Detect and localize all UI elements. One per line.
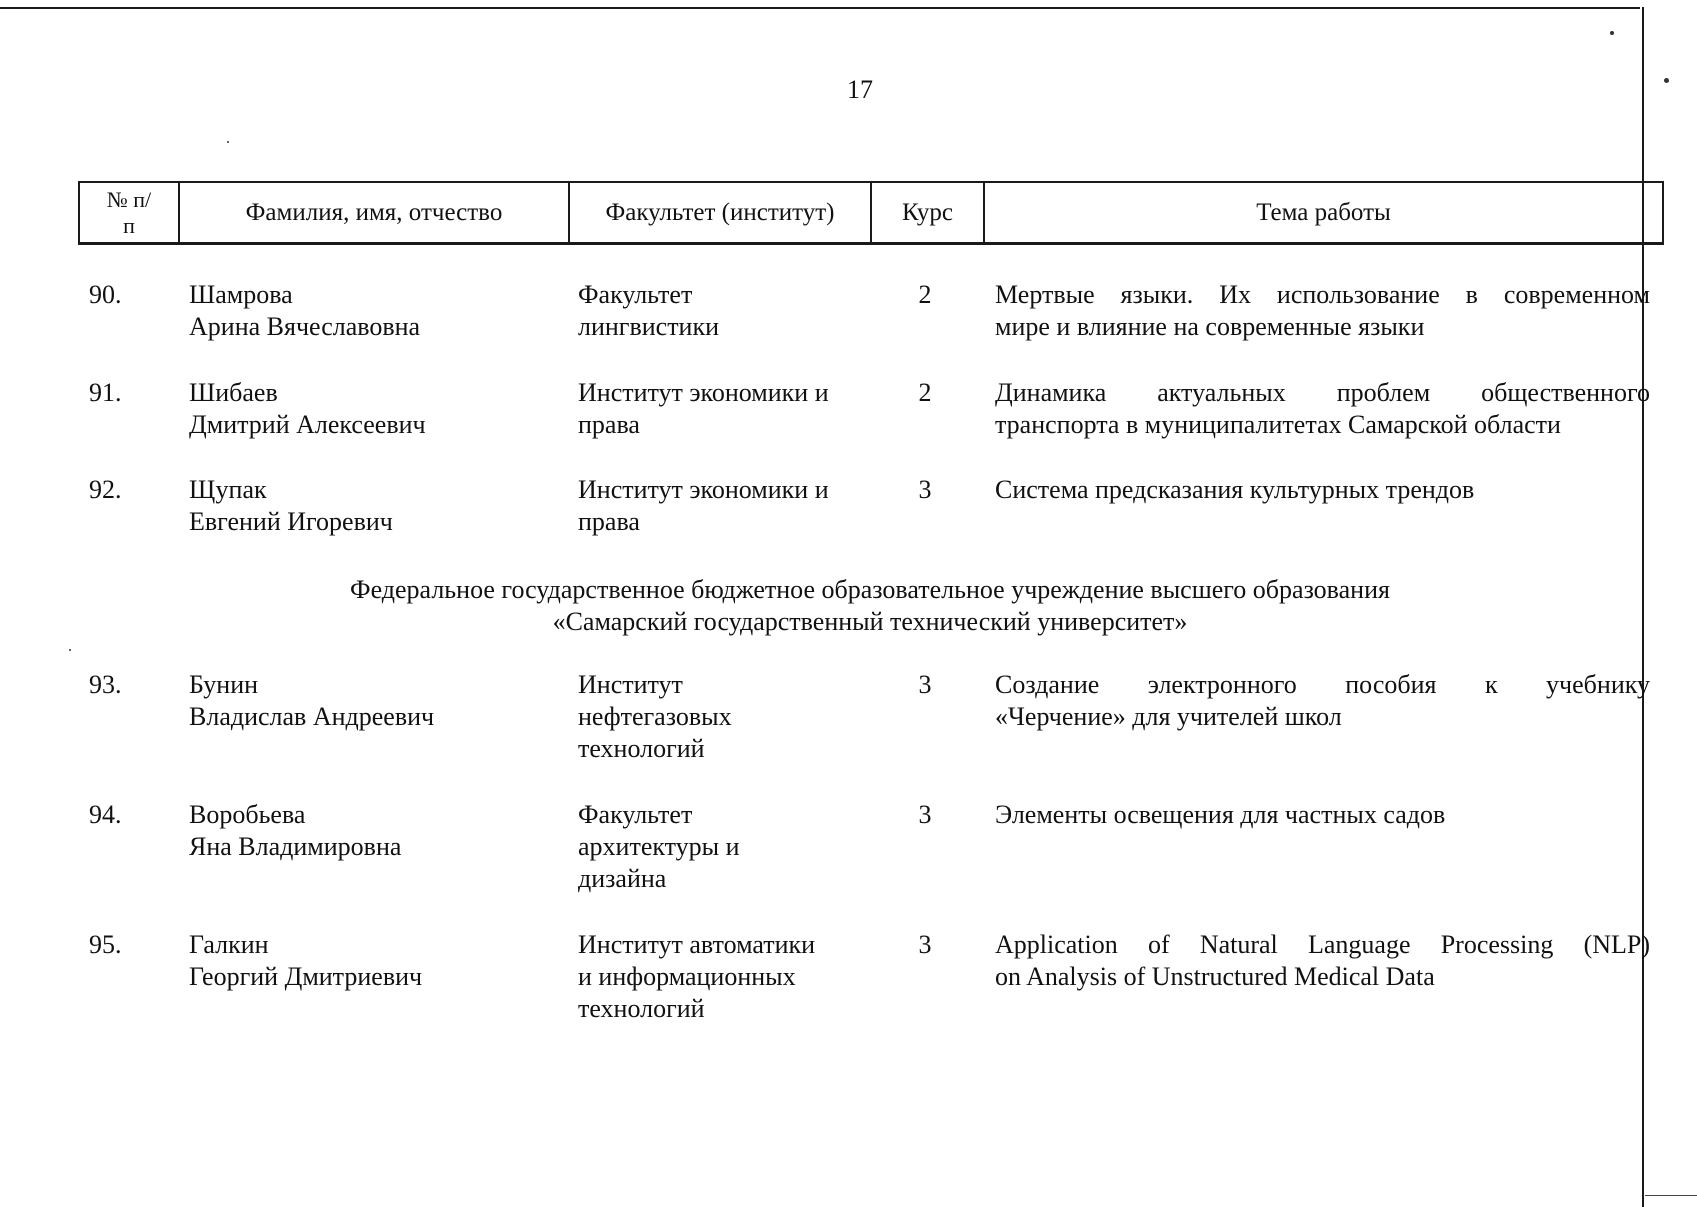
faculty-line: технологий <box>578 734 705 763</box>
faculty-line: и информационных <box>578 962 796 991</box>
row-faculty <box>578 669 873 765</box>
faculty-line: Факультет <box>578 800 693 829</box>
row-faculty <box>578 377 873 441</box>
organization-name: «Самарский государственный технический университет» <box>552 607 1188 636</box>
given-names: Яна Владимировна <box>189 832 402 861</box>
surname: Шамрова <box>189 280 293 309</box>
row-name <box>189 669 549 733</box>
surname: Галкин <box>189 930 269 959</box>
surname: Воробьева <box>189 800 306 829</box>
row-faculty <box>578 279 873 343</box>
row-course: 3 <box>918 475 932 504</box>
header-num-label: № п/п <box>106 186 152 238</box>
row-topic <box>995 279 1650 343</box>
row-course: 3 <box>918 670 932 699</box>
header-name: Фамилия, имя, отчество <box>180 183 570 242</box>
scan-speck <box>69 649 71 651</box>
row-course: 2 <box>918 280 932 309</box>
row-num: 91. <box>89 378 122 407</box>
row-course: 2 <box>918 378 932 407</box>
row-topic <box>995 929 1650 993</box>
row-name <box>189 377 549 441</box>
topic-line: on Analysis of Unstructured Medical Data <box>995 962 1435 991</box>
given-names: Арина Вячеславовна <box>189 312 421 341</box>
row-topic <box>995 799 1650 831</box>
row-name <box>189 799 549 863</box>
page-number: 17 <box>847 75 873 104</box>
given-names: Владислав Андреевич <box>189 702 435 731</box>
faculty-line: архитектуры и <box>578 832 740 861</box>
row-faculty <box>578 474 873 538</box>
topic-line: Элементы освещения для частных садов <box>995 800 1446 829</box>
row-name <box>189 474 549 538</box>
given-names: Дмитрий Алексеевич <box>189 410 426 439</box>
faculty-line: Институт экономики и <box>578 475 829 504</box>
organization-type: Федеральное государственное бюджетное образовательное учреждение высшего образования <box>350 575 1390 604</box>
topic-line: Создание электронного пособия к учебнику <box>995 670 1650 699</box>
header-topic: Тема работы <box>1256 198 1391 226</box>
header-faculty: Факультет (институт) <box>570 183 872 242</box>
surname: Бунин <box>189 670 259 699</box>
topic-line: Application of Natural Language Processing (NLP) <box>995 930 1650 959</box>
header-course: Курс <box>872 183 985 242</box>
row-course: 3 <box>918 800 932 829</box>
header-num <box>80 183 180 242</box>
row-num: 94. <box>89 800 122 829</box>
top-border-line <box>0 7 1640 9</box>
scan-speck <box>1664 78 1669 83</box>
topic-line: Мертвые языки. Их использование в современном <box>995 280 1650 309</box>
row-num: 90. <box>89 280 122 309</box>
topic-line: мире и влияние на современные языки <box>995 312 1425 341</box>
row-num: 93. <box>89 670 122 699</box>
faculty-line: права <box>578 507 640 536</box>
faculty-line: Институт экономики и <box>578 378 829 407</box>
faculty-line: Факультет <box>578 280 693 309</box>
faculty-line: Институт <box>578 670 683 699</box>
row-num: 92. <box>89 475 122 504</box>
row-faculty <box>578 799 873 895</box>
faculty-line: права <box>578 410 640 439</box>
faculty-line: технологий <box>578 994 705 1023</box>
row-topic <box>995 377 1650 441</box>
faculty-line: нефтегазовых <box>578 702 732 731</box>
row-name <box>189 929 549 993</box>
faculty-line: лингвистики <box>578 312 720 341</box>
row-faculty <box>578 929 873 1025</box>
topic-line: Динамика актуальных проблем общественного <box>995 378 1650 407</box>
table-header <box>78 181 1664 245</box>
scan-speck <box>227 141 229 143</box>
faculty-line: Институт автоматики <box>578 930 816 959</box>
surname: Шибаев <box>189 378 278 407</box>
corner-mark <box>1645 1195 1697 1196</box>
topic-line: Система предсказания культурных трендов <box>995 475 1475 504</box>
topic-line: транспорта в муниципалитетах Самарской области <box>995 410 1561 439</box>
row-course: 3 <box>918 930 932 959</box>
surname: Щупак <box>189 475 267 504</box>
faculty-line: дизайна <box>578 864 667 893</box>
scan-speck <box>1610 31 1614 35</box>
organization-heading <box>0 574 1697 638</box>
given-names: Георгий Дмитриевич <box>189 962 423 991</box>
row-name <box>189 279 549 343</box>
row-topic <box>995 669 1650 733</box>
given-names: Евгений Игоревич <box>189 507 393 536</box>
row-num: 95. <box>89 930 122 959</box>
row-topic <box>995 474 1650 506</box>
topic-line: «Черчение» для учителей школ <box>995 702 1342 731</box>
